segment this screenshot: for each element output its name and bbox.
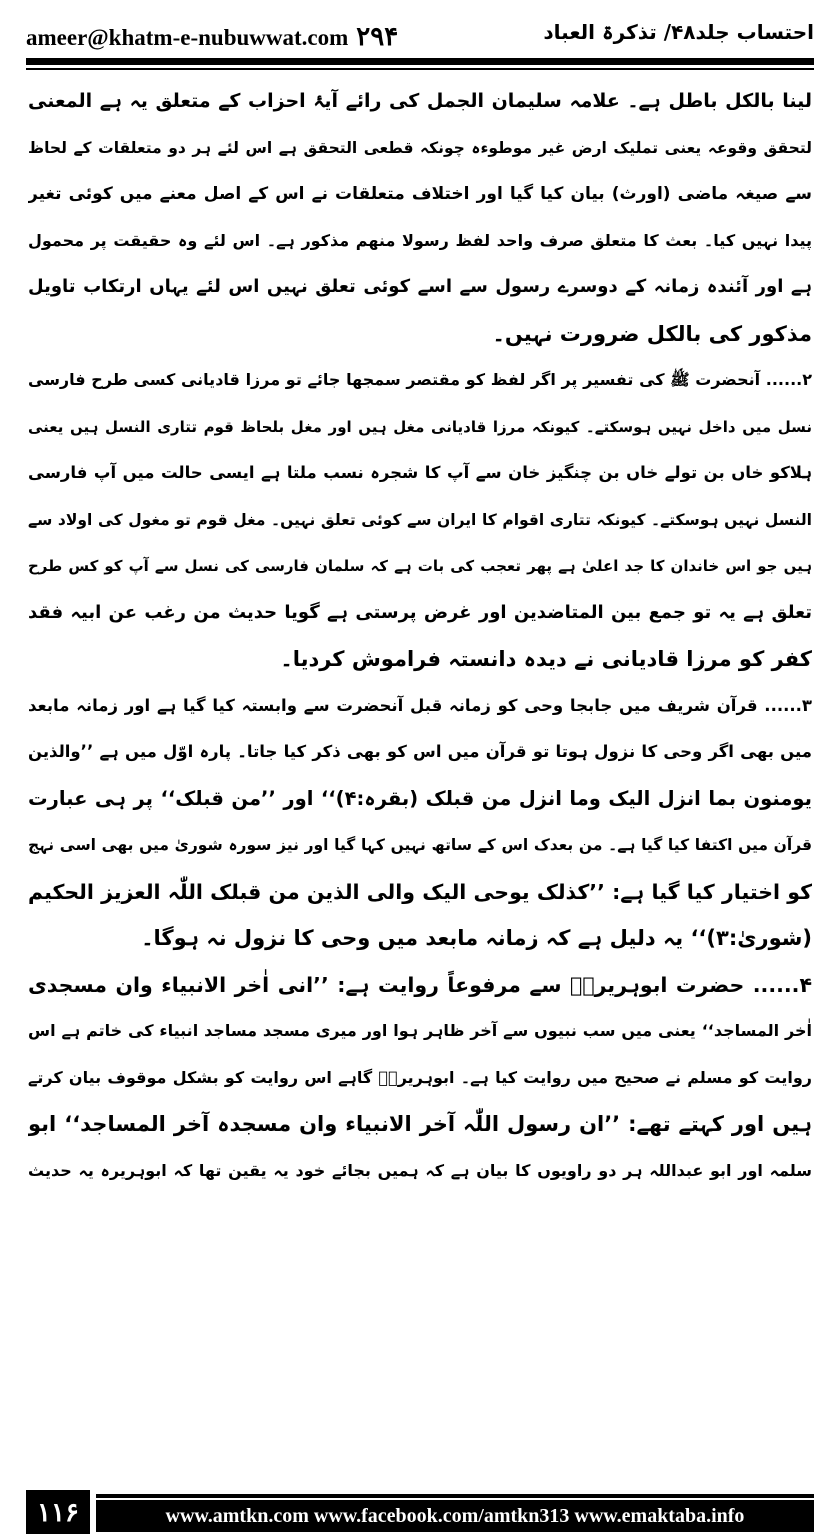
text-line: کفر کو مرزا قادیانی نے دیدہ دانستہ فراموش کردیا۔ [280, 647, 812, 671]
text-line: ۴...... حضرت ابوہریرہؓ سے مرفوعاً روایت ہے: ’’انی اٰخر الانبیاء وان مسجدی [28, 972, 812, 997]
footer-links: www.amtkn.com www.facebook.com/amtkn313 www.emaktaba.info [96, 1500, 814, 1532]
page-header [26, 14, 814, 54]
text-line: ہیں جو اس خاندان کا جد اعلیٰ ہے پھر تعجب کی بات ہے کہ سلمان فارسی کی نسل سے آپ کو کس طرح [28, 557, 812, 575]
text-line: لینا بالکل باطل ہے۔ علامہ سلیمان الجمل کی رائے آیۂ احزاب کے متعلق یہ ہے المعنی [28, 90, 812, 112]
header-left [26, 22, 398, 52]
text-line: سے صیغہ ماضی (اورث) بیان کیا گیا اور اختلاف متعلقات نے اس کے اصل معنے میں کوئی تغیر [28, 184, 812, 204]
text-line: النسل نہیں ہوسکتے۔ کیونکہ تتاری اقوام کا ایران سے کوئی تعلق نہیں۔ مغل قوم تو مغول کی اولاد سے [28, 510, 812, 529]
footer-rule [96, 1494, 814, 1498]
header-page-number: ۲۹۴ [356, 22, 399, 51]
text-line: ہے اور آئندہ زمانہ کے دوسرے رسول سے اسے کوئی تعلق نہیں اس لئے یہاں ارتکاب تاویل [28, 276, 812, 297]
header-book-title: احتساب جلد۴۸/ تذکرۃ العباد [543, 20, 814, 44]
text-line: (شوریٰ:۳)‘‘ یہ دلیل ہے کہ زمانہ مابعد میں وحی کا نزول نہ ہوگا۔ [141, 926, 812, 950]
header-email: ameer@khatm-e-nubuwwat.com [26, 25, 349, 50]
text-line: مذکور کی بالکل ضرورت نہیں۔ [492, 321, 812, 346]
text-line: سلمہ اور ابو عبداللہ ہر دو راویوں کا بیان ہے کہ ہمیں بجائے خود یہ یقین تھا کہ ابوہریرہ یہ حدیث [28, 1160, 812, 1180]
text-line: قرآن میں اکتفا کیا گیا ہے۔ من بعدک اس کے ساتھ نہیں کہا گیا اور نیز سورہ شوریٰ میں بھی اسی نہج [28, 836, 812, 854]
text-line: روایت کو مسلم نے صحیح میں روایت کیا ہے۔ ابوہریرہؓ گاہے اس روایت کو بشکل موقوف بیان کرتے [28, 1067, 812, 1087]
text-line: اٰخر المساجد‘‘ یعنی میں سب نبیوں سے آخر ظاہر ہوا اور میری مسجد مساجد انبیاء کی خاتم ہے اس [28, 1021, 812, 1040]
page-footer [26, 1490, 814, 1534]
text-line: ہلاکو خاں بن تولے خاں بن چنگیز خان سے آپ کا شجرہ نسب ملتا ہے ایسی حالت میں آپ فارسی [28, 463, 812, 482]
footer-page-number: ۱۱۶ [26, 1490, 90, 1534]
text-line: ۲...... آنحضرت ﷺ کی تفسیر پر اگر لفظ کو مقتصر سمجھا جائے تو مرزا قادیانی کسی طرح فارسی [28, 370, 812, 389]
text-line: پیدا نہیں کیا۔ بعث کا متعلق صرف واحد لفظ رسولا منھم مذکور ہے۔ اس لئے وہ حقیقت پر محمول [28, 230, 812, 250]
text-line: لتحقق وقوعہ یعنی تملیک ارض غیر موطوءہ چونکہ قطعی التحقق ہے اس لئے ہر دو متعلقات کے لحاظ [28, 138, 812, 157]
text-line: کو اختیار کیا گیا ہے: ’’کذلک یوحی الیک والی الذین من قبلک اللّٰہ العزیز الحکیم [28, 879, 812, 904]
header-rule-thin [26, 68, 814, 70]
text-line: یومنون بما انزل الیک وما انزل من قبلک (بقرہ:۴)‘‘ اور ’’من قبلک‘‘ پر ہی عبارت [28, 786, 812, 810]
text-line: میں بھی اگر وحی کا نزول ہوتا تو قرآن میں اس کو بھی ذکر کیا جاتا۔ پارہ اوّل میں ہے ’’والذین [28, 742, 812, 761]
text-line: ہیں اور کہتے تھے: ’’ان رسول اللّٰہ آخر الانبیاء وان مسجدہ آخر المساجد‘‘ ابو [28, 1112, 812, 1136]
header-rule-thick [26, 58, 814, 65]
text-line: نسل میں داخل نہیں ہوسکتے۔ کیونکہ مرزا قادیانی مغل ہیں اور مغل بلحاظ قوم تتاری النسل ہیں یعنی [28, 417, 812, 436]
page-body [28, 78, 812, 1478]
text-line: تعلق ہے یہ تو جمع بین المتاضدین اور غرض پرستی ہے گویا حدیث من رغب عن ابیہ فقد [28, 601, 812, 623]
text-line: ۳...... قرآن شریف میں جابجا وحی کو زمانہ قبل آنحضرت سے وابستہ کیا گیا ہے اور زمانہ مابعد [28, 695, 812, 715]
